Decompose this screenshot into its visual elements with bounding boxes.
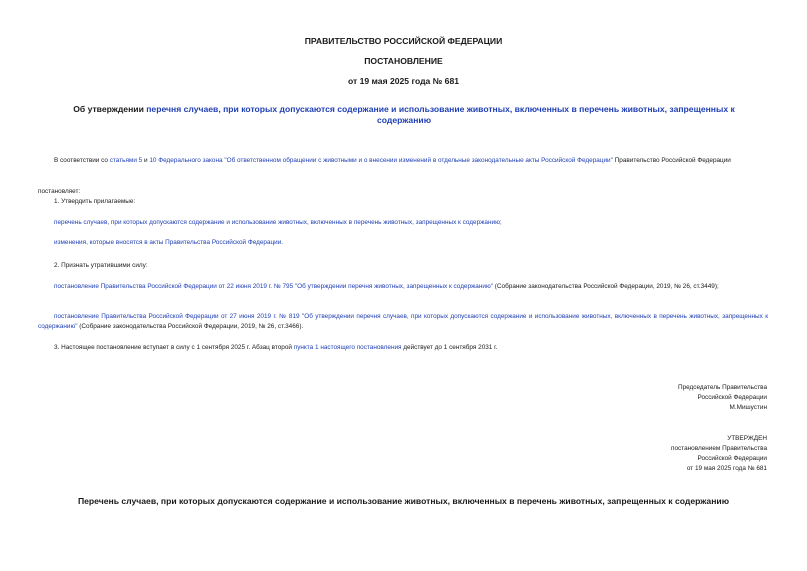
item2-para-a — [38, 282, 768, 292]
item1-link-list[interactable]: перечень случаев, при которых допускаются содержание и использование животных, включенных в перечень животных, запрещенных к содержанию; — [54, 219, 502, 226]
signature-block — [678, 383, 767, 413]
preamble-text-3: Правительство Российской Федерации — [612, 157, 731, 164]
resolves-text: постановляет: — [38, 188, 81, 195]
item2-b-rest: (Собрание законодательства Российской Федерации, 2019, № 26, ст.3466). — [77, 323, 304, 330]
item1-text: 1. Утвердить прилагаемые: — [54, 198, 136, 205]
item1-link-changes[interactable]: изменения, которые вносятся в акты Правительства Российской Федерации. — [54, 239, 284, 246]
header-date-number: от 19 мая 2025 года № 681 — [347, 76, 460, 86]
preamble-text-2: и — [142, 157, 150, 164]
title-link[interactable]: перечня случаев, при которых допускаются содержание и использование животных, включенных в перечень животных, запрещенных к содержанию — [146, 104, 735, 125]
item2-link-819[interactable]: постановление Правительства Российской Федерации от 27 июня 2019 г. № 819 "Об утверждении перечня случаев, при которых допускаются содержание и использование животных, включенных в перечень животных, запрещенных к содержанию" — [38, 313, 768, 330]
item2-para-b — [38, 312, 768, 332]
item3-text-1: 3. Настоящее постановление вступает в силу с 1 сентября 2025 г. Абзац второй — [54, 344, 294, 351]
item3-text-2: действует до 1 сентября 2031 г. — [401, 344, 498, 351]
preamble-link-article-5[interactable]: статьями 5 — [109, 157, 143, 164]
signature-line-2: Российской Федерации — [697, 394, 767, 401]
approved-line-3: Российской Федерации — [697, 455, 767, 462]
list-title: Перечень случаев, при которых допускаются содержание и использование животных, включенных в перечень животных, запрещенных к содержанию — [77, 496, 730, 506]
approved-line-4: от 19 мая 2025 года № 681 — [686, 465, 767, 472]
item2-text: 2. Признать утратившими силу: — [54, 262, 148, 269]
approved-line-2: постановлением Правительства — [671, 445, 767, 452]
preamble-link-article-10[interactable]: 10 Федерального закона "Об ответственном обращении с животными и о внесении изменений в отдельные законодательные акты Российской Федерации" — [149, 157, 613, 164]
approved-line-1: УТВЕРЖДЕН — [727, 435, 767, 442]
document-title — [54, 104, 754, 126]
header-government: ПРАВИТЕЛЬСТВО РОССИЙСКОЙ ФЕДЕРАЦИИ — [304, 36, 503, 46]
signature-line-1: Председатель Правительства — [678, 384, 767, 391]
title-prefix: Об утверждении — [73, 104, 147, 114]
item2-link-795[interactable]: постановление Правительства Российской Федерации от 22 июня 2019 г. № 795 "Об утверждении перечня животных, запрещенных к содержанию" — [54, 283, 494, 290]
preamble-text-1: В соответствии со — [54, 157, 110, 164]
item3-link[interactable]: пункта 1 настоящего постановления — [293, 344, 402, 351]
approved-block — [671, 434, 767, 474]
signature-line-3: М.Мишустин — [729, 404, 767, 411]
header-doc-type: ПОСТАНОВЛЕНИЕ — [364, 56, 443, 66]
item2-a-rest: (Собрание законодательства Российской Федерации, 2019, № 26, ст.3449); — [493, 283, 719, 290]
item3-para — [54, 343, 497, 353]
preamble — [38, 156, 768, 166]
